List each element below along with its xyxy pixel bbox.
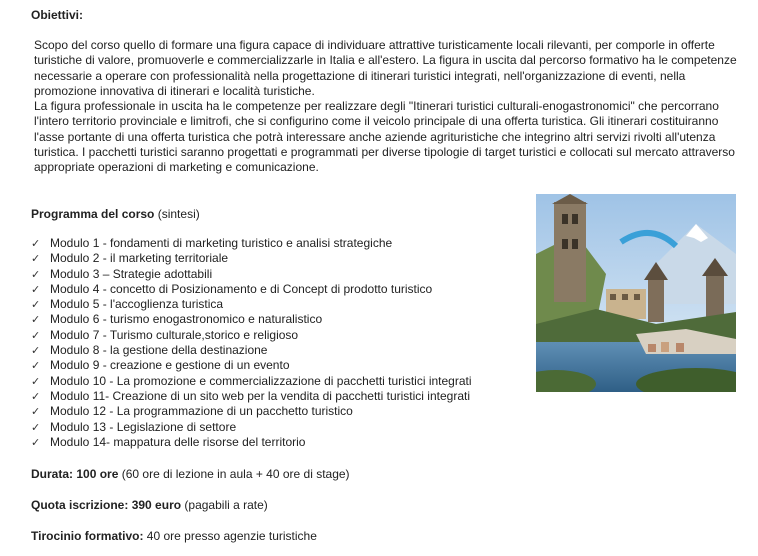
module-label: Modulo 4 - concetto di Posizionamento e di Concept di prodotto turistico <box>50 281 433 296</box>
objectives-paragraph-1: Scopo del corso quello di formare una figura capace di individuare attrattive turisticamente locali rilevanti, per comporle in offerte turistiche di valore, promuoverle e commercializzarle in Italia e all'estero. La figura in uscita dal percorso formativo ha le competenze necessarie a operare con professionalità nella progettazione di itinerari turistici integrati, nell'organizzazione di eventi, nella promozione innovativa di itinerari e località turistiche. <box>34 38 737 98</box>
module-item <box>31 297 472 312</box>
module-item <box>31 404 472 419</box>
program-subtitle: (sintesi) <box>157 207 200 221</box>
check-icon: ✓ <box>31 375 41 388</box>
module-item <box>31 374 472 389</box>
check-icon: ✓ <box>31 406 41 419</box>
module-item <box>31 389 472 404</box>
module-item <box>31 282 472 297</box>
module-label: Modulo 7 - Turismo culturale,storico e religioso <box>50 327 299 342</box>
check-icon: ✓ <box>31 299 41 312</box>
check-icon: ✓ <box>31 421 41 434</box>
check-icon: ✓ <box>31 345 41 358</box>
module-label: Modulo 2 - il marketing territoriale <box>50 251 229 266</box>
module-item <box>31 236 472 251</box>
tourism-photo-collage <box>536 194 736 392</box>
module-label: Modulo 5 - l'accoglienza turistica <box>50 297 224 312</box>
module-label: Modulo 12 - La programmazione di un pacchetto turistico <box>50 404 353 419</box>
module-item <box>31 251 472 266</box>
duration-detail: (60 ore di lezione in aula + 40 ore di stage) <box>121 467 350 481</box>
internship-detail: 40 ore presso agenzie turistiche <box>146 529 317 543</box>
module-item <box>31 358 472 373</box>
duration-value: 100 ore <box>76 467 119 481</box>
check-icon: ✓ <box>31 436 41 449</box>
fee-line <box>31 498 268 512</box>
internship-line <box>31 529 317 543</box>
check-icon: ✓ <box>31 268 41 281</box>
module-label: Modulo 13 - Legislazione di settore <box>50 419 237 434</box>
module-label: Modulo 1 - fondamenti di marketing turistico e analisi strategiche <box>50 236 393 250</box>
module-label: Modulo 3 – Strategie adottabili <box>50 266 213 281</box>
check-icon: ✓ <box>31 314 41 327</box>
module-label: Modulo 6 - turismo enogastronomico e naturalistico <box>50 312 323 327</box>
check-icon: ✓ <box>31 283 41 296</box>
fee-detail: (pagabili a rate) <box>184 498 268 512</box>
program-title-label: Programma del corso <box>31 207 155 221</box>
module-item <box>31 312 472 327</box>
module-label: Modulo 14- mappatura delle risorse del territorio <box>50 434 306 449</box>
check-icon: ✓ <box>31 329 41 342</box>
module-item <box>31 435 472 450</box>
duration-line <box>31 467 350 481</box>
module-label: Modulo 9 - creazione e gestione di un evento <box>50 358 290 373</box>
collage-image <box>536 194 736 392</box>
objectives-paragraph-2: La figura professionale in uscita ha le competenze per realizzare degli "Itinerari turistici culturali-enogastronomici" che percorrano l'intero territorio provinciale e limitrofi, che si configurino come il veicolo principale di una offerta turistica. Gli itinerari costituiranno l'asse portante di una offerta turistica che potrà interessare anche aziende agrituristiche che integrino altri servizi rivolti all'utenza turistica. I pacchetti turistici saranno progettati e programmati per diverse tipologie di target turistici e collocati sul mercato attraverso appropriate operazioni di marketing e comunicazione. <box>34 99 735 175</box>
module-label: Modulo 10 - La promozione e commercializzazione di pacchetti turistici integrati <box>50 373 472 388</box>
check-icon: ✓ <box>31 238 41 250</box>
module-item <box>31 267 472 282</box>
fee-label: Quota iscrizione: <box>31 498 129 512</box>
check-icon: ✓ <box>31 253 41 266</box>
module-label: Modulo 11- Creazione di un sito web per la vendita di pacchetti turistici integrati <box>50 388 470 403</box>
objectives-heading: Obiettivi: <box>31 8 84 22</box>
program-title <box>31 207 200 221</box>
internship-label: Tirocinio formativo: <box>31 529 144 543</box>
duration-label: Durata: <box>31 467 74 481</box>
module-label: Modulo 8 - la gestione della destinazione <box>50 343 268 358</box>
check-icon: ✓ <box>31 360 41 373</box>
objectives-text <box>34 38 749 176</box>
module-item <box>31 343 472 358</box>
fee-value: 390 euro <box>131 498 182 512</box>
module-list <box>31 236 472 450</box>
module-item <box>31 420 472 435</box>
module-item <box>31 328 472 343</box>
check-icon: ✓ <box>31 390 41 403</box>
